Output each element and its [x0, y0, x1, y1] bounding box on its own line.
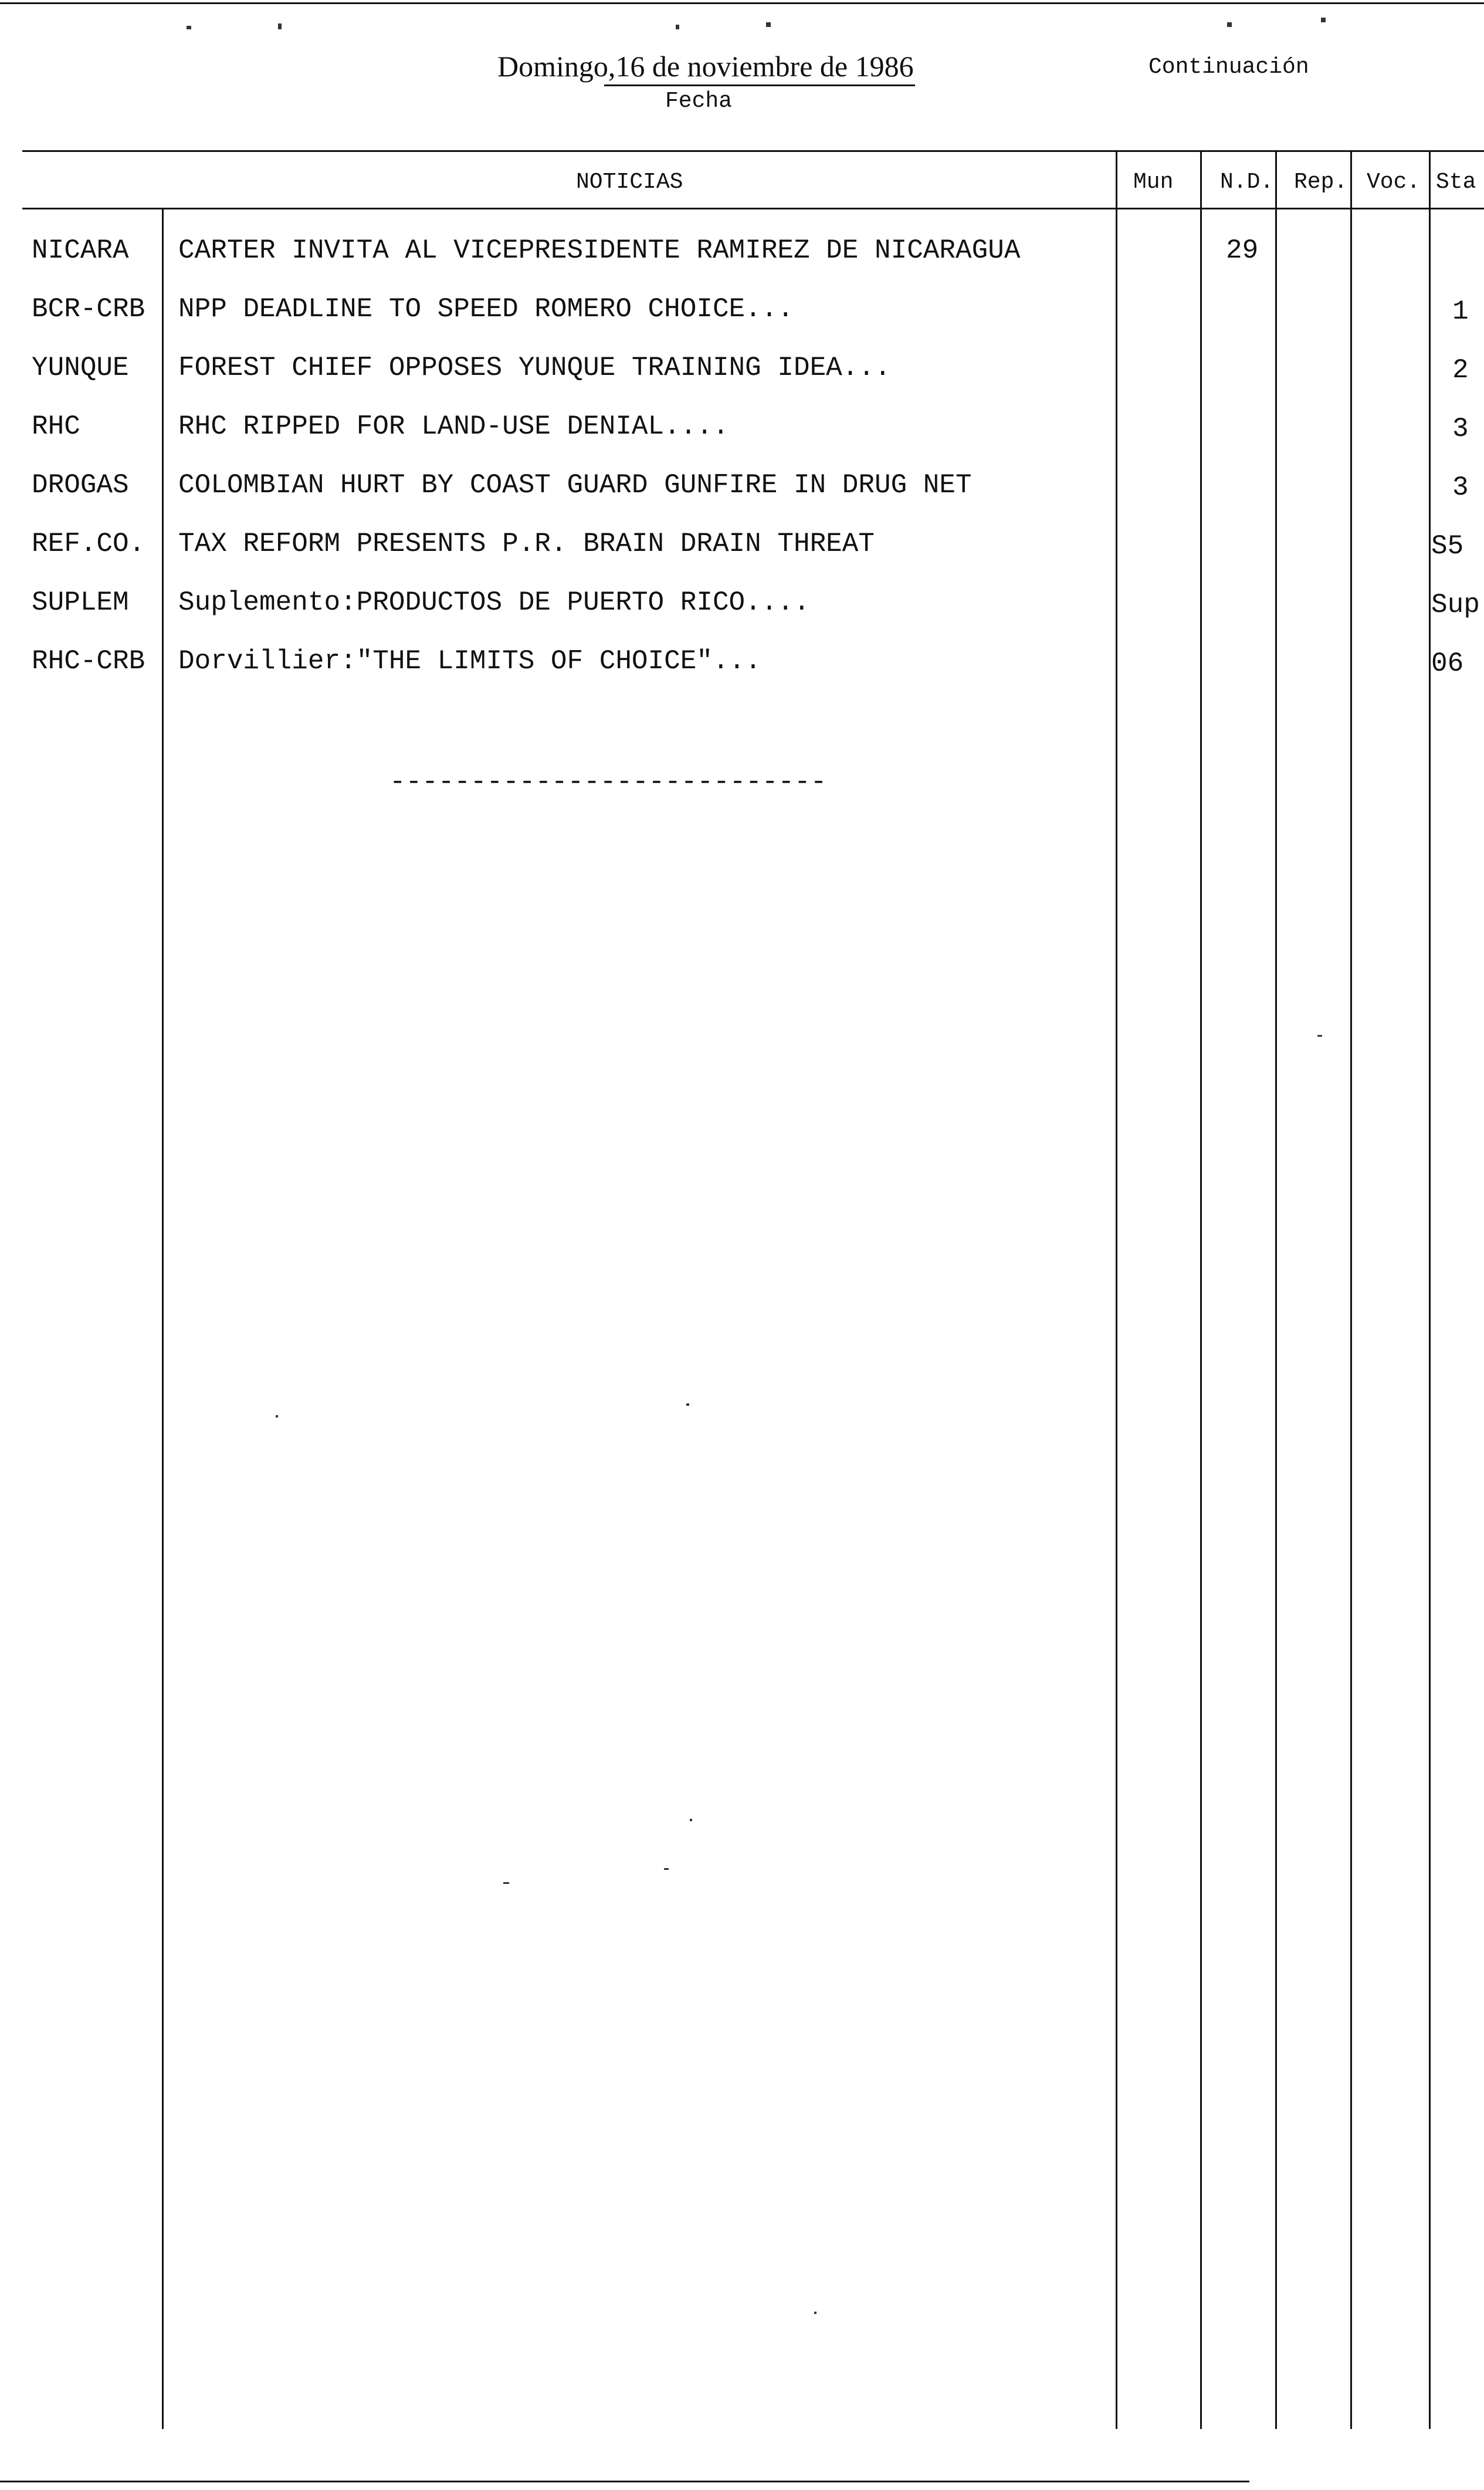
- row-code: YUNQUE: [32, 353, 129, 383]
- row-headline: Suplemento:PRODUCTOS DE PUERTO RICO....: [178, 587, 810, 618]
- row-headline: NPP DEADLINE TO SPEED ROMERO CHOICE...: [178, 294, 794, 324]
- header-nd: N.D.: [1220, 170, 1274, 195]
- mun-column-rule: [1116, 150, 1117, 2429]
- row-code: DROGAS: [32, 470, 129, 500]
- row-sta: 3: [1452, 414, 1469, 444]
- row-sta: 1: [1452, 296, 1469, 327]
- header-sta: Sta: [1436, 170, 1476, 195]
- row-headline: CARTER INVITA AL VICEPRESIDENTE RAMIREZ DE NICARAGUA: [178, 235, 1021, 266]
- row-sta: S5: [1431, 531, 1464, 561]
- row-sta: 2: [1452, 355, 1469, 385]
- row-headline: Dorvillier:"THE LIMITS OF CHOICE"...: [178, 646, 761, 676]
- scan-speck: [664, 1868, 669, 1870]
- table-header-rule: [22, 208, 1484, 209]
- row-headline: RHC RIPPED FOR LAND-USE DENIAL....: [178, 411, 729, 442]
- scan-speck: [814, 2312, 816, 2314]
- scan-speck: [276, 1415, 278, 1417]
- row-code: RHC-CRB: [32, 646, 145, 676]
- row-code: REF.CO.: [32, 529, 145, 559]
- row-headline: FOREST CHIEF OPPOSES YUNQUE TRAINING IDEA...: [178, 353, 891, 383]
- row-code: SUPLEM: [32, 587, 129, 618]
- header-rep: Rep.: [1294, 170, 1348, 195]
- scan-speck: [278, 23, 282, 29]
- row-sta: 06: [1431, 648, 1464, 679]
- header-voc: Voc.: [1367, 170, 1421, 195]
- table-top-rule: [22, 150, 1484, 152]
- scan-speck: [1227, 22, 1232, 27]
- row-code: RHC: [32, 411, 80, 442]
- voc-column-rule: [1350, 150, 1352, 2429]
- scan-speck: [503, 1882, 509, 1884]
- row-sta: Sup: [1431, 590, 1480, 620]
- scan-speck: [676, 25, 679, 29]
- continuation-label: Continuación: [1148, 55, 1309, 80]
- row-code: NICARA: [32, 235, 129, 266]
- separator-dashes: ---------------------------: [389, 767, 827, 797]
- row-headline: TAX REFORM PRESENTS P.R. BRAIN DRAIN THREAT: [178, 529, 875, 559]
- scan-speck: [686, 1403, 689, 1406]
- table-bottom-rule: [0, 2481, 1249, 2482]
- row-sta: 3: [1452, 472, 1469, 503]
- scan-speck: [1317, 1035, 1322, 1037]
- row-nd: 29: [1226, 235, 1259, 266]
- nd-column-rule: [1200, 150, 1202, 2429]
- row-headline: COLOMBIAN HURT BY COAST GUARD GUNFIRE IN DRUG NET: [178, 470, 972, 500]
- header-noticias: NOTICIAS: [576, 170, 683, 195]
- row-code: BCR-CRB: [32, 294, 145, 324]
- scan-speck: [187, 26, 191, 29]
- header-mun: Mun: [1133, 170, 1174, 195]
- scan-speck: [766, 22, 771, 27]
- code-column-rule: [162, 208, 164, 2429]
- sta-column-rule: [1429, 150, 1431, 2429]
- rep-column-rule: [1275, 150, 1277, 2429]
- date-text: Domingo,16 de noviembre de 1986: [497, 50, 914, 83]
- top-border: [0, 2, 1484, 4]
- date-caption: Fecha: [665, 89, 733, 114]
- scan-speck: [690, 1819, 692, 1821]
- scan-speck: [1321, 18, 1326, 22]
- date-underline: [604, 84, 915, 86]
